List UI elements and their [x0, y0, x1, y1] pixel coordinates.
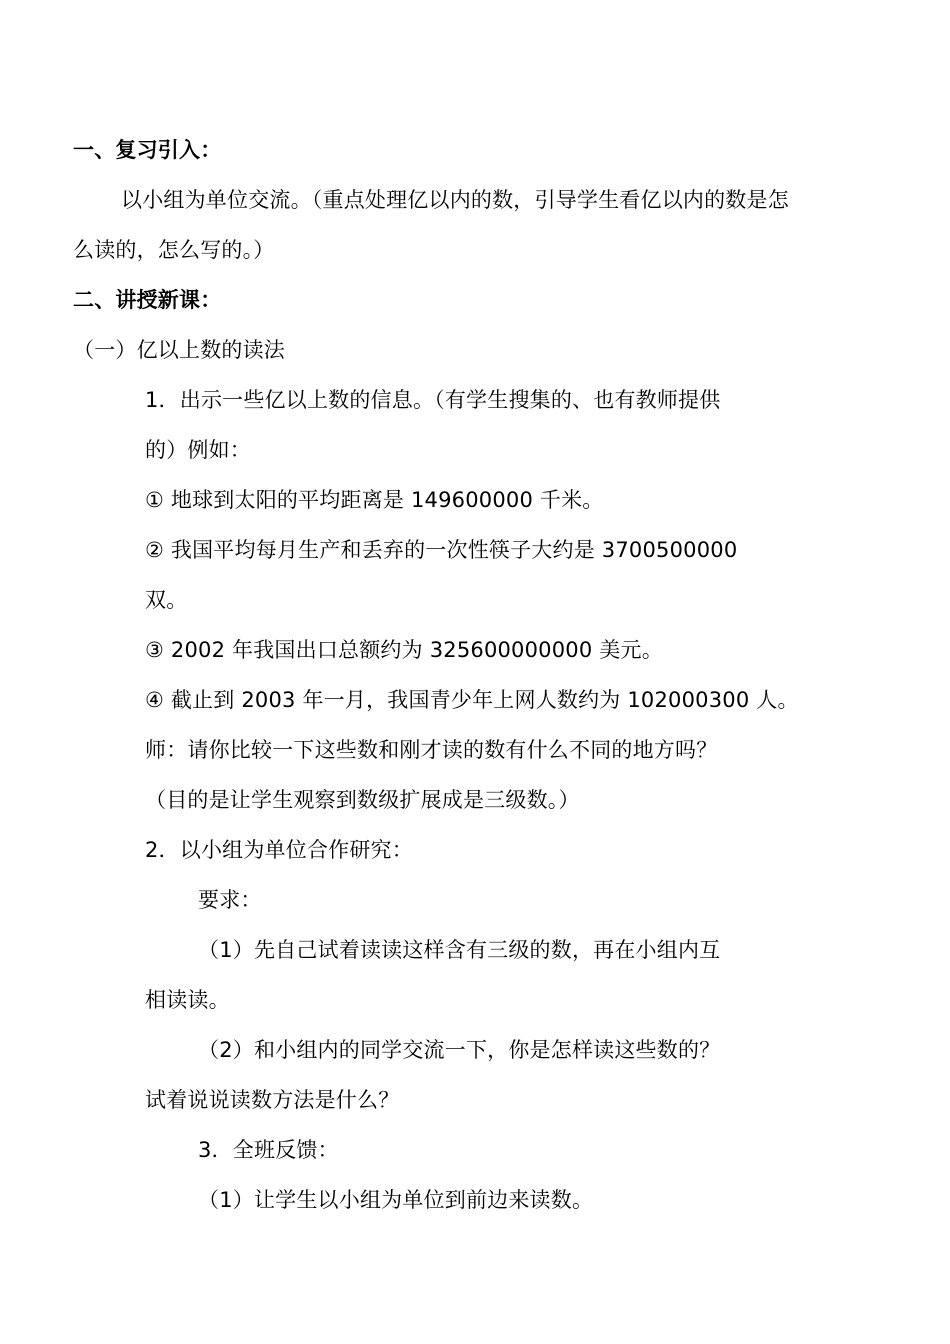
- paragraph-line: 试着说说读数方法是什么？: [145, 1088, 400, 1112]
- paragraph-line: 以小组为单位交流。（重点处理亿以内的数，引导学生看亿以内的数是怎: [121, 188, 789, 212]
- example-item: ③ 2002 年我国出口总额约为 325600000000 美元。: [145, 638, 663, 662]
- heading-review-intro: 一、复习引入：: [73, 138, 222, 162]
- example-item: ① 地球到太阳的平均距离是 149600000 千米。: [145, 488, 604, 512]
- paragraph-line: 的）例如：: [145, 438, 251, 462]
- paragraph-line: 相读读。: [145, 988, 230, 1012]
- list-item: 2．以小组为单位合作研究：: [145, 838, 413, 862]
- subheading-reading-method: （一）亿以上数的读法: [73, 338, 285, 362]
- paragraph-line: 双。: [145, 588, 188, 612]
- paragraph-line: 师：请你比较一下这些数和刚才读的数有什么不同的地方吗？: [145, 738, 718, 762]
- list-item: （1）先自己试着读读这样含有三级的数，再在小组内互: [198, 938, 721, 962]
- list-item: 3．全班反馈：: [198, 1138, 339, 1162]
- example-item: ④ 截止到 2003 年一月，我国青少年上网人数约为 102000300 人。: [145, 688, 799, 712]
- list-item: （2）和小组内的同学交流一下，你是怎样读这些数的？: [198, 1038, 721, 1062]
- paragraph-line: （目的是让学生观察到数级扩展成是三级数。）: [145, 788, 580, 812]
- list-item: （1）让学生以小组为单位到前边来读数。: [198, 1188, 594, 1212]
- paragraph-line: 要求：: [198, 888, 262, 912]
- list-item: 1．出示一些亿以上数的信息。（有学生搜集的、也有教师提供: [145, 388, 721, 412]
- example-item: ② 我国平均每月生产和丢弃的一次性筷子大约是 3700500000: [145, 538, 738, 562]
- heading-new-lesson: 二、讲授新课：: [73, 288, 222, 312]
- paragraph-line: 么读的，怎么写的。）: [73, 238, 275, 262]
